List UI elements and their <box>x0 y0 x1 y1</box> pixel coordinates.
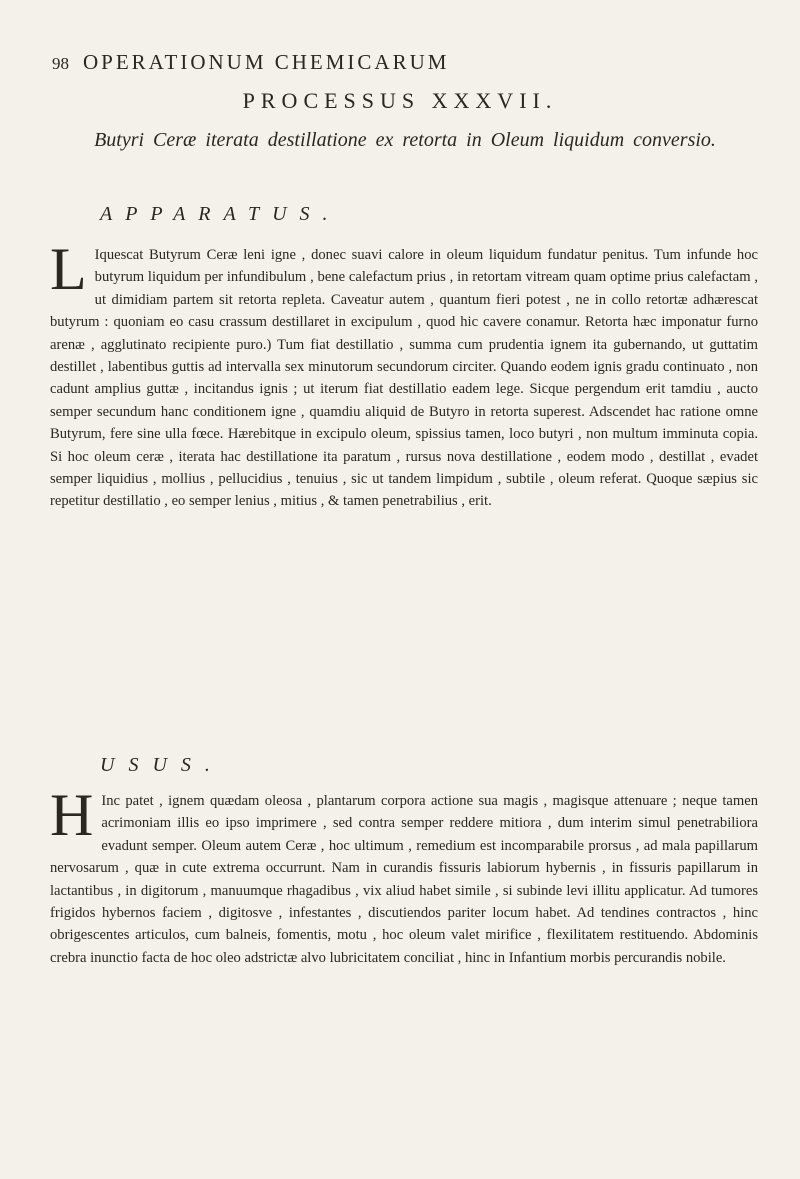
usus-drop-cap: H <box>50 782 94 848</box>
running-header <box>52 50 692 80</box>
page-number: 98 <box>52 54 69 73</box>
processus-heading: PROCESSUS XXXVII. <box>242 88 558 113</box>
apparatus-heading: APPARATUS. <box>100 203 341 225</box>
apparatus-paragraph <box>50 236 758 513</box>
running-title: OPERATIONUM CHEMICARUM <box>83 50 450 74</box>
usus-text: Inc patet , ignem quædam oleosa , plantarum corpora actione sua magis , magisque attenuare ; neque tamen acrimoniam illis eo ipso imprimere , sed contra semper reddere mitiora , dum interim simul penetrabiliora evadunt semper. Oleum autem Ceræ , hoc ultimum , remedium est incomparabile prorsus , ad mala papillarum nervosarum , quæ in cute extrema occurrunt. Nam in curandis fissuris labiorum hybernis , in fissuris papillarum in lactantibus , in digitorum , manuumque rhagadibus , vix aliud habet simile , si subinde levi illitu applicatur. Ad tumores frigidos hybernos faciem , digitosve , infestantes , discutiendos pariter locum habet. Ad tendines contractos , hinc obrigescentes articulos, cum balneis, fomentis, motu , hoc oleum valet mirifice , flexilitatem restituendo. Abdominis crebra inunctio facta de hoc oleo adstrictæ alvo lubricitatem conciliat , hinc in Infantium morbis percurandis nobile. <box>50 793 758 966</box>
apparatus-text: Iquescat Butyrum Ceræ leni igne , donec suavi calore in oleum liquidum fundatur penitus. Tum infunde hoc butyrum liquidum per infundibulum , bene calefactum prius , in retortam vitream quam optime prius calefactam , ut dimidiam partem sit retorta repleta. Caveatur autem , quantum fieri potest , ne in collo retortæ adhærescat butyrum : quoniam eo casu crassum destillaret in excipulum , quod hic cavere conamur. Retorta hæc imponatur furno arenæ , agglutinato recipiente puro.) Tum fiat destillatio , summa cum prudentia ignem ita gubernando, ut guttatim destillet , labentibus guttis ad intervalla sex minutorum secundorum circiter. Quando eodem ignis gradu continuato , non cadunt amplius guttæ , incitandus ignis ; ut iterum fiat destillatio eadem lege. Sicque pergendum erit tamdiu , aucto semper secundum hanc conditionem igne , quamdiu aliquid de Butyro in retorta superest. Adscendet hac ratione omne Butyrum, fere sine ulla fœce. Hærebitque in excipulo oleum, spissius tamen, loco butyri , non multum imminuta copia. Si hoc oleum ceræ , iterata hac destillatione ita paratum , rursus nova destillatione , eodem modo , destillat , evadet semper liquidius , mollius , pellucidius , tenuius , sic ut tandem limpidum , subtile , oleum referat. Quoque sæpius sic repetitur destillatio , eo semper lenius , mitius , & tamen penetrabilius , erit. <box>50 247 758 510</box>
usus-heading: USUS. <box>100 754 224 776</box>
usus-paragraph <box>50 782 758 969</box>
process-subtitle: Butyri Ceræ iterata destillatione ex retorta in Oleum liquidum conversio. <box>94 129 716 151</box>
apparatus-drop-cap: L <box>50 236 87 302</box>
